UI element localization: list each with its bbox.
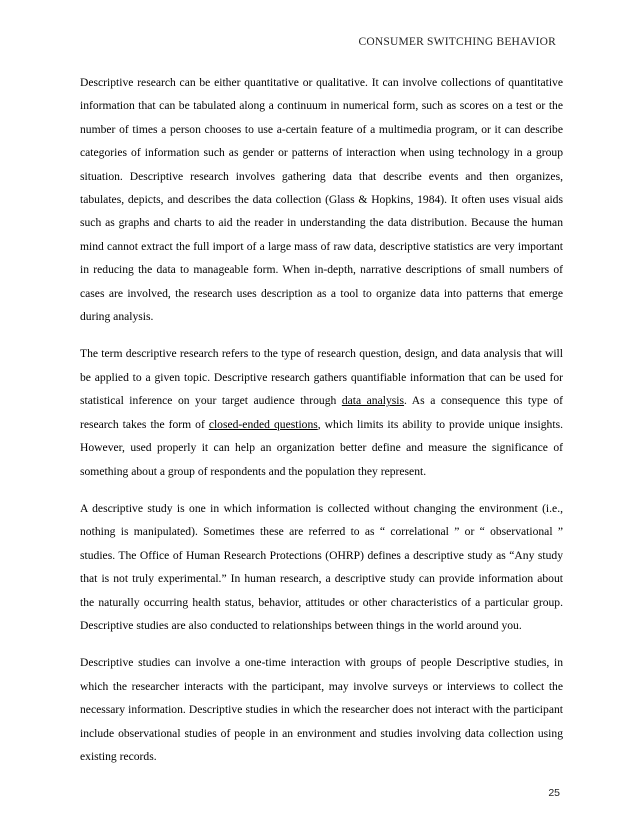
paragraph-2-text-c: , which limits its ability to provide unique insights. However, used properly it can help an organization better define and measure the significance of something about a group of respondents and the population they represent. xyxy=(80,417,563,478)
running-header: CONSUMER SWITCHING BEHAVIOR xyxy=(358,36,556,48)
paragraph-2-text-a: The term descriptive research refers to the type of research question, design, and data analysis that will be applied to a given topic. Descriptive research gathers quantifiable information that can be used for statistical inference on your target audience through xyxy=(80,347,563,408)
body-text xyxy=(80,71,563,782)
closed-ended-questions-link[interactable]: closed-ended questions xyxy=(208,417,318,431)
data-analysis-link[interactable]: data analysis xyxy=(341,394,405,408)
paragraph-1: Descriptive research can be either quantitative or qualitative. It can involve collections of quantitative information that can be tabulated along a continuum in numerical form, such as scores on a test or the number of times a person chooses to use a-certain feature of a multimedia program, or it can describe categories of information such as gender or patterns of interaction when using technology in a group situation. Descriptive research involves gathering data that describe events and then organizes, tabulates, depicts, and describes the data collection (Glass & Hopkins, 1984). It often uses visual aids such as graphs and charts to aid the reader in understanding the data distribution. Because the human mind cannot extract the full import of a large mass of raw data, descriptive statistics are very important in reducing the data to manageable form. When in-depth, narrative descriptions of small numbers of cases are involved, the research uses description as a tool to organize data into patterns that emerge during analysis. xyxy=(80,76,563,324)
paragraph-2 xyxy=(80,342,563,482)
paragraph-4: Descriptive studies can involve a one-time interaction with groups of people Descriptive studies, in which the researcher interacts with the participant, may involve surveys or interviews to collect the necessary information. Descriptive studies in which the researcher does not interact with the participant include observational studies of people in an environment and studies involving data collection using existing records. xyxy=(80,656,563,763)
page-number: 25 xyxy=(548,787,560,799)
paragraph-2-text-b: . As a consequence this type of research takes the form of xyxy=(80,394,563,431)
paragraph-3: A descriptive study is one in which information is collected without changing the environment (i.e., nothing is manipulated). Sometimes these are referred to as “ correlational ” or “ observational ” studies. The Office of Human Research Protections (OHRP) defines a descriptive study as “Any study that is not truly experimental.” In human research, a descriptive study can provide information about the naturally occurring health status, behavior, attitudes or other characteristics of a particular group. Descriptive studies are also conducted to relationships between things in the world around you. xyxy=(80,501,563,632)
